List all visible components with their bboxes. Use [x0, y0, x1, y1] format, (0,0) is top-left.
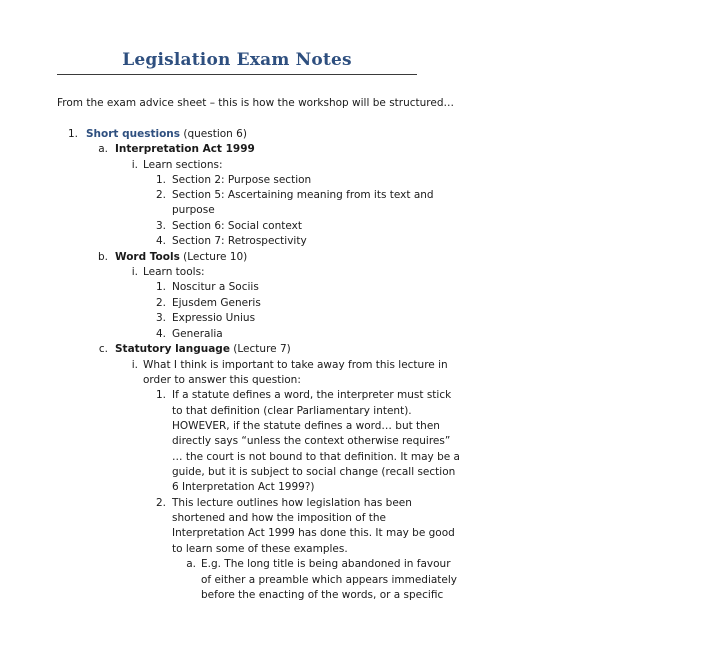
paragraph-line: … the court is not bound to that definition. It may be a — [172, 451, 460, 463]
list-marker: a. — [186, 558, 196, 570]
list-item-section: Section 2: Purpose section — [172, 174, 312, 186]
intro-text: From the exam advice sheet – this is how the workshop will be structured… — [57, 97, 455, 109]
list-item-statutory-language — [115, 342, 291, 357]
paragraph-line: guide, but it is subject to social change (recall section — [172, 466, 456, 478]
list-marker: 2. — [155, 297, 166, 309]
list-item-section: Section 7: Retrospectivity — [172, 235, 307, 247]
list-marker: 1. — [67, 128, 78, 140]
list-item-section-continuation: purpose — [172, 204, 215, 216]
list-marker: 3. — [155, 312, 166, 324]
list-item-short-questions — [86, 127, 247, 142]
title-underline — [57, 74, 417, 75]
paragraph-line: before the enacting of the words, or a specific — [201, 589, 444, 601]
list-marker: i. — [131, 359, 138, 371]
list-marker: b. — [97, 251, 108, 263]
heading-note: (Lecture 7) — [233, 343, 291, 355]
list-marker: i. — [131, 159, 138, 171]
list-item-learn-tools: Learn tools: — [143, 266, 205, 278]
list-marker: 1. — [155, 389, 166, 401]
paragraph-line: to learn some of these examples. — [172, 543, 348, 555]
list-marker: 1. — [155, 281, 166, 293]
paragraph-line: Interpretation Act 1999 has done this. It may be good — [172, 527, 455, 539]
list-item-word-tools — [115, 250, 247, 265]
heading-statutory-language: Statutory language — [115, 343, 230, 355]
list-marker: 4. — [155, 328, 166, 340]
list-marker: 3. — [155, 220, 166, 232]
heading-short-questions: Short questions — [86, 128, 181, 140]
paragraph-line: E.g. The long title is being abandoned in favour — [201, 558, 451, 570]
list-marker: 2. — [155, 189, 166, 201]
list-marker: a. — [98, 143, 108, 155]
list-marker: 4. — [155, 235, 166, 247]
list-item-section: Section 6: Social context — [172, 220, 302, 232]
paragraph-line: of either a preamble which appears immediately — [201, 574, 458, 586]
paragraph-line: What I think is important to take away from this lecture in — [143, 359, 448, 371]
paragraph-line: HOWEVER, if the statute defines a word… but then — [172, 420, 440, 432]
heading-word-tools: Word Tools — [115, 251, 180, 263]
list-item-section: Section 5: Ascertaining meaning from its text and — [172, 189, 434, 201]
paragraph-line: shortened and how the imposition of the — [172, 512, 386, 524]
heading-note: (question 6) — [183, 128, 247, 140]
paragraph-line: This lecture outlines how legislation has been — [172, 497, 412, 509]
list-marker: i. — [131, 266, 138, 278]
heading-interpretation-act: Interpretation Act 1999 — [115, 143, 255, 155]
list-marker: c. — [98, 343, 108, 355]
paragraph-line: directly says “unless the context otherwise requires” — [172, 435, 451, 447]
list-item-tool: Generalia — [172, 328, 223, 340]
heading-note: (Lecture 10) — [183, 251, 248, 263]
document-title: Legislation Exam Notes — [122, 50, 352, 70]
list-item-tool: Ejusdem Generis — [172, 297, 261, 309]
paragraph-line: If a statute defines a word, the interpreter must stick — [172, 389, 452, 401]
list-marker: 1. — [155, 174, 166, 186]
list-item-learn-sections: Learn sections: — [143, 159, 223, 171]
list-item-tool: Expressio Unius — [172, 312, 256, 324]
paragraph-line: to that definition (clear Parliamentary intent). — [172, 405, 412, 417]
paragraph-line: 6 Interpretation Act 1999?) — [172, 481, 315, 493]
list-marker: 2. — [155, 497, 166, 509]
list-item-tool: Noscitur a Sociis — [172, 281, 259, 293]
paragraph-line: order to answer this question: — [143, 374, 301, 386]
